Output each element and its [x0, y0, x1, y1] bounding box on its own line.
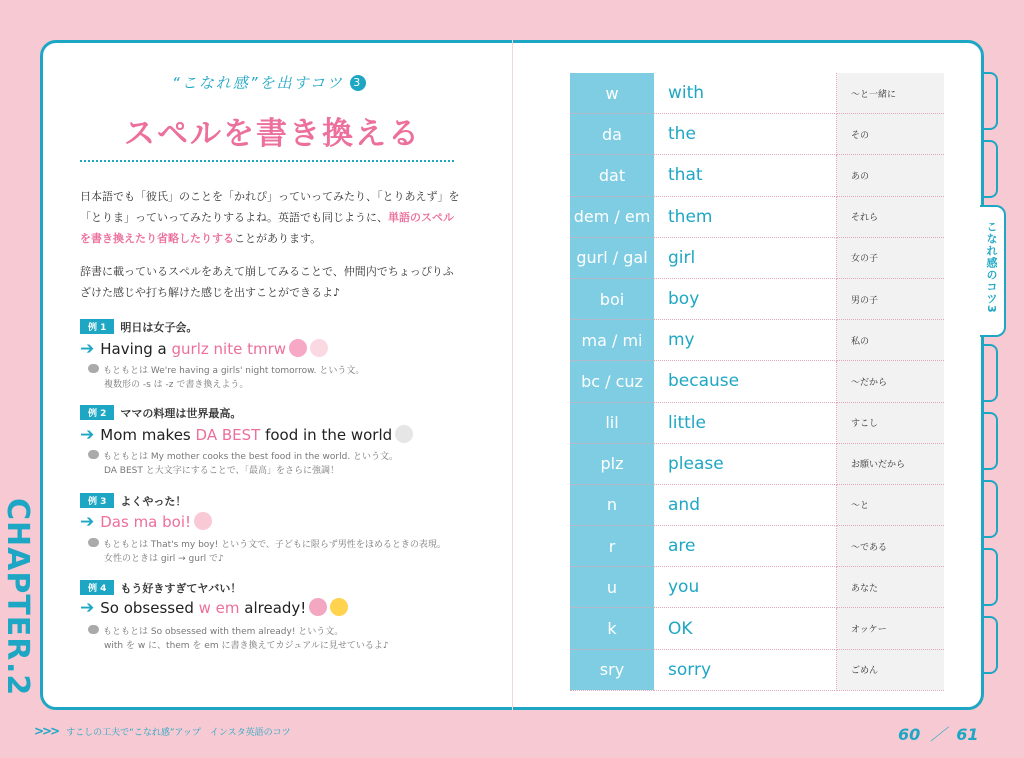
cell-slang: r	[570, 526, 654, 567]
section-subtitle: “こなれ感”を出すコツ 3	[172, 72, 366, 93]
example-2-sentence: ➔ Mom makes DA BEST food in the world	[80, 425, 413, 445]
clapping-hands-emoji-icon	[194, 512, 212, 530]
cell-word: them	[654, 196, 837, 237]
intro-paragraph-2: 辞書に載っているスペルをあえて崩してみることで、仲間内でちょっぴりふざけた感じや打ち解けた感じを出すことができるよ♪	[80, 265, 454, 299]
example-4-heading: 例 4 もう好きすぎてヤバい！	[80, 580, 241, 596]
example-2-note: もともとは My mother cooks the best food in the world. という文。 DA BEST と大文字にすることで、「最高」をさらに強調！	[104, 450, 398, 478]
cell-slang: da	[570, 114, 654, 155]
cell-slang: w	[570, 73, 654, 114]
example-1-heading: 例 1 明日は女子会。	[80, 319, 197, 335]
cell-word: sorry	[654, 649, 837, 690]
page-numbers: 60 ／ 61	[898, 725, 979, 744]
example-badge: 例 3	[80, 493, 114, 508]
footer-running-title: >>> すこしの工夫で“こなれ感”アップ インスタ英語のコツ	[34, 724, 291, 738]
side-tab[interactable]	[984, 548, 998, 606]
page-title: スペルを書き換える	[124, 116, 421, 152]
speech-bubble-icon	[88, 538, 99, 547]
example-4-sentence: ➔ So obsessed w em already!	[80, 598, 348, 618]
cell-jp: 男の子	[837, 278, 945, 319]
arrow-right-icon: ➔	[80, 598, 95, 618]
page-number-left: 60	[898, 725, 921, 744]
cell-jp: ごめん	[837, 649, 945, 690]
table-row	[570, 237, 944, 278]
cell-word: my	[654, 320, 837, 361]
side-tab[interactable]	[984, 480, 998, 538]
cell-word: OK	[654, 608, 837, 649]
cell-jp: お願いだから	[837, 443, 945, 484]
table-row	[570, 567, 944, 608]
cell-jp: その	[837, 114, 945, 155]
cell-slang: dat	[570, 155, 654, 196]
table-row	[570, 443, 944, 484]
cell-word: with	[654, 73, 837, 114]
slang-word-table	[570, 73, 944, 691]
page-number-right: 61	[956, 725, 979, 744]
spine-divider	[512, 40, 513, 710]
arrow-right-icon: ➔	[80, 425, 95, 445]
cell-jp: すこし	[837, 402, 945, 443]
table-row	[570, 278, 944, 319]
table-row	[570, 526, 944, 567]
cell-slang: boi	[570, 278, 654, 319]
cell-jp: 私の	[837, 320, 945, 361]
cell-word: please	[654, 443, 837, 484]
cell-jp: あなた	[837, 567, 945, 608]
cell-jp: 〜だから	[837, 361, 945, 402]
cell-slang: ma / mi	[570, 320, 654, 361]
cell-word: are	[654, 526, 837, 567]
cell-slang: lil	[570, 402, 654, 443]
dotted-divider	[80, 160, 454, 162]
table-row	[570, 361, 944, 402]
cell-slang: sry	[570, 649, 654, 690]
example-badge: 例 1	[80, 319, 114, 334]
cell-slang: gurl / gal	[570, 237, 654, 278]
table-row	[570, 114, 944, 155]
chevrons-right-icon: >>>	[34, 724, 59, 738]
example-2-heading: 例 2 ママの料理は世界最高。	[80, 405, 241, 421]
heart-eyes-emoji-icon	[289, 339, 307, 357]
table-row	[570, 196, 944, 237]
table-row	[570, 155, 944, 196]
cell-jp: 女の子	[837, 237, 945, 278]
table-row	[570, 320, 944, 361]
example-1-sentence: ➔ Having a gurlz nite tmrw	[80, 339, 328, 359]
cell-slang: bc / cuz	[570, 361, 654, 402]
table-row	[570, 402, 944, 443]
subtitle-number-badge: 3	[350, 75, 366, 91]
hands-emoji-icon	[310, 339, 328, 357]
table-row	[570, 73, 944, 114]
table-row	[570, 484, 944, 525]
cell-word: little	[654, 402, 837, 443]
cell-word: boy	[654, 278, 837, 319]
laughing-emoji-icon	[330, 598, 348, 616]
example-3-note: もともとは That's my boy! という文で、子どもに限らず男性をほめるときの表現。 女性のときは girl → gurl で♪	[104, 538, 446, 566]
cell-word: that	[654, 155, 837, 196]
cell-jp: 〜と	[837, 484, 945, 525]
side-tab[interactable]	[984, 412, 998, 470]
example-3-sentence: ➔ Das ma boi!	[80, 512, 212, 532]
cell-slang: n	[570, 484, 654, 525]
intro-paragraph-1: 日本語でも「彼氏」のことを「かれぴ」っていってみたり、「とりあえず」を「とりま」っていってみたりするよね。英語でも同じように、単語のスペルを書き換えたり省略したりすることがあります。	[80, 190, 460, 245]
cell-jp: 〜である	[837, 526, 945, 567]
cell-slang: k	[570, 608, 654, 649]
cell-jp: オッケー	[837, 608, 945, 649]
side-tab[interactable]	[984, 344, 998, 402]
side-tab[interactable]	[984, 72, 998, 130]
speech-bubble-icon	[88, 625, 99, 634]
cell-word: girl	[654, 237, 837, 278]
exploding-head-emoji-icon	[309, 598, 327, 616]
example-3-heading: 例 3 よくやった！	[80, 493, 186, 509]
side-tab[interactable]	[984, 616, 998, 674]
speech-bubble-icon	[88, 364, 99, 373]
cell-slang: dem / em	[570, 196, 654, 237]
arrow-right-icon: ➔	[80, 512, 95, 532]
cell-slang: plz	[570, 443, 654, 484]
side-tab-active[interactable]: こなれ感のコツ3	[980, 205, 1006, 337]
cell-word: because	[654, 361, 837, 402]
cell-word: the	[654, 114, 837, 155]
chapter-label: CHAPTER.2	[0, 498, 35, 697]
example-badge: 例 4	[80, 580, 114, 595]
speech-bubble-icon	[88, 450, 99, 459]
example-1-note: もともとは We're having a girls' night tomorrow. という文。 複数形の -s は -z で書き換えよう。	[104, 364, 364, 392]
example-badge: 例 2	[80, 405, 114, 420]
table-row	[570, 649, 944, 690]
arrow-right-icon: ➔	[80, 339, 95, 359]
cell-jp: あの	[837, 155, 945, 196]
cell-word: you	[654, 567, 837, 608]
side-tab[interactable]	[984, 140, 998, 198]
table-row	[570, 608, 944, 649]
cell-word: and	[654, 484, 837, 525]
cell-jp: それら	[837, 196, 945, 237]
plate-emoji-icon	[395, 425, 413, 443]
cell-jp: 〜と一緒に	[837, 73, 945, 114]
example-4-note: もともとは So obsessed with them already! という文。 with を w に、them を em に書き換えてカジュアルに見せているよ♪	[104, 625, 389, 653]
cell-slang: u	[570, 567, 654, 608]
